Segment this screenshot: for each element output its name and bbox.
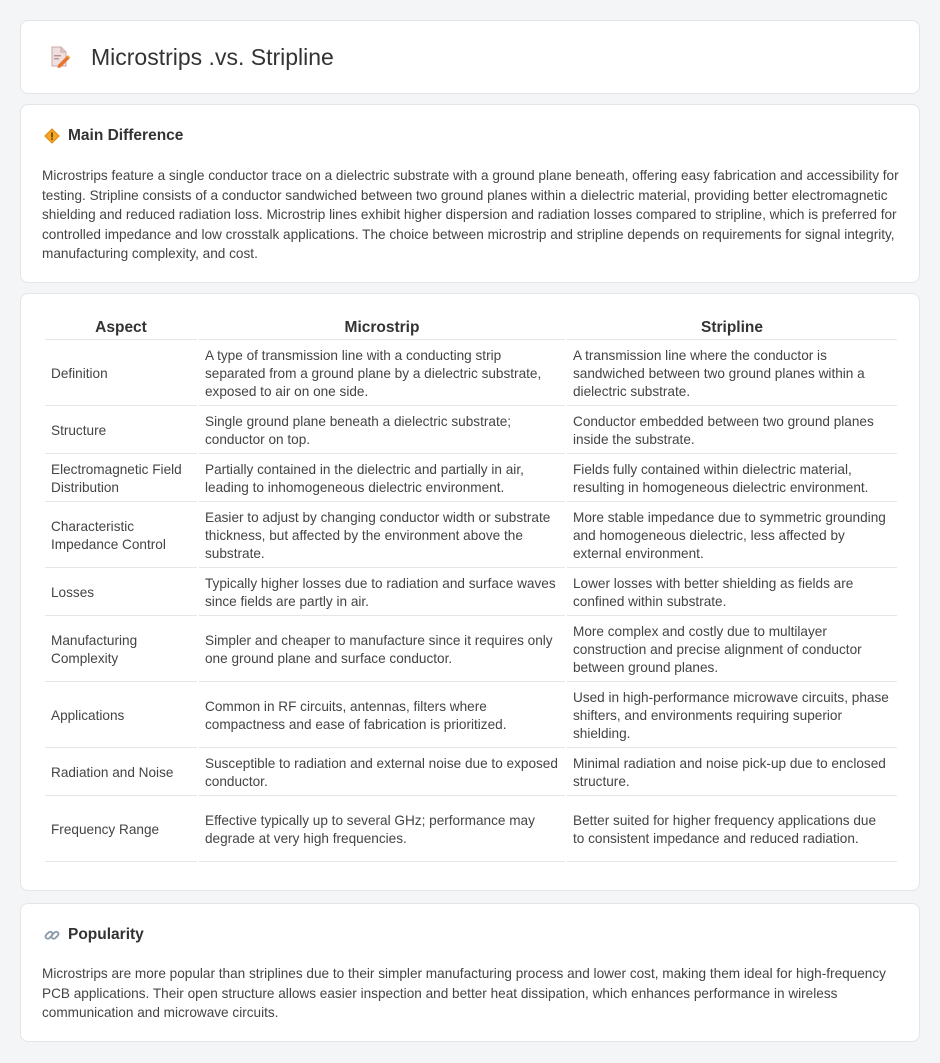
aspect-cell: Definition [45, 342, 197, 406]
microstrip-cell: Easier to adjust by changing conductor width or substrate thickness, but affected by the environment above the substrate. [199, 504, 565, 568]
aspect-cell: Frequency Range [45, 798, 197, 862]
aspect-cell: Losses [45, 570, 197, 616]
table-row [45, 684, 897, 748]
link-icon [43, 926, 61, 944]
main-difference-title: Main Difference [68, 127, 184, 144]
popularity-title: Popularity [68, 926, 144, 943]
aspect-cell: Structure [45, 408, 197, 454]
header-stripline: Stripline [567, 316, 897, 340]
table-row [45, 456, 897, 502]
aspect-cell: Characteristic Impedance Control [45, 504, 197, 568]
header-aspect: Aspect [45, 316, 197, 340]
header-microstrip: Microstrip [199, 316, 565, 340]
popularity-card [20, 903, 920, 1042]
main-difference-text: Microstrips feature a single conductor trace on a dielectric substrate with a ground plane beneath, offering easy fabrication and accessibility for testing. Stripline consists of a conductor sandwiched between two ground planes within a dielectric material, providing better electromagnetic shielding and reduced radiation loss. Microstrip lines exhibit higher dispersion and radiation losses compared to stripline, which is preferred for controlled impedance and low crosstalk applications. The choice between microstrip and stripline depends on requirements for signal integrity, manufacturing complexity, and cost. [42, 168, 899, 261]
stripline-cell: More complex and costly due to multilayer construction and precise alignment of conductor between ground planes. [567, 618, 897, 682]
header-card [20, 20, 920, 94]
main-difference-heading [43, 127, 183, 145]
main-difference-card [20, 104, 920, 283]
table-row [45, 570, 897, 616]
table-row [45, 750, 897, 796]
document-edit-icon [47, 45, 71, 69]
aspect-cell: Radiation and Noise [45, 750, 197, 796]
page-title: Microstrips .vs. Stripline [91, 43, 334, 70]
table-row [45, 342, 897, 406]
microstrip-cell: Effective typically up to several GHz; performance may degrade at very high frequencies. [199, 798, 565, 862]
comparison-card [20, 293, 920, 891]
table-row [45, 618, 897, 682]
aspect-cell: Manufacturing Complexity [45, 618, 197, 682]
table-header-row [45, 316, 897, 340]
stripline-cell: A transmission line where the conductor is sandwiched between two ground planes within a dielectric substrate. [567, 342, 897, 406]
popularity-text: Microstrips are more popular than striplines due to their simpler manufacturing process and lower cost, making them ideal for high-frequency PCB applications. Their open structure allows easier inspection and better heat dissipation, which enhances performance in wireless communication and microwave circuits. [42, 966, 886, 1020]
microstrip-cell: Simpler and cheaper to manufacture since it requires only one ground plane and surface conductor. [199, 618, 565, 682]
aspect-cell: Applications [45, 684, 197, 748]
stripline-cell: Conductor embedded between two ground planes inside the substrate. [567, 408, 897, 454]
stripline-cell: More stable impedance due to symmetric grounding and homogeneous dielectric, less affected by external environment. [567, 504, 897, 568]
table-row [45, 504, 897, 568]
popularity-heading [43, 926, 144, 944]
microstrip-cell: Susceptible to radiation and external noise due to exposed conductor. [199, 750, 565, 796]
microstrip-cell: Common in RF circuits, antennas, filters where compactness and ease of fabrication is prioritized. [199, 684, 565, 748]
aspect-cell: Electromagnetic Field Distribution [45, 456, 197, 502]
microstrip-cell: A type of transmission line with a conducting strip separated from a ground plane by a dielectric substrate, exposed to air on one side. [199, 342, 565, 406]
table-row [45, 408, 897, 454]
stripline-cell: Lower losses with better shielding as fields are confined within substrate. [567, 570, 897, 616]
diamond-sign-icon [43, 127, 61, 145]
stripline-cell: Used in high-performance microwave circuits, phase shifters, and environments requiring superior shielding. [567, 684, 897, 748]
stripline-cell: Better suited for higher frequency applications due to consistent impedance and reduced radiation. [567, 798, 897, 862]
microstrip-cell: Single ground plane beneath a dielectric substrate; conductor on top. [199, 408, 565, 454]
microstrip-cell: Partially contained in the dielectric and partially in air, leading to inhomogeneous dielectric environment. [199, 456, 565, 502]
table-row [45, 798, 897, 862]
stripline-cell: Minimal radiation and noise pick-up due to enclosed structure. [567, 750, 897, 796]
microstrip-cell: Typically higher losses due to radiation and surface waves since fields are partly in air. [199, 570, 565, 616]
stripline-cell: Fields fully contained within dielectric material, resulting in homogeneous dielectric environment. [567, 456, 897, 502]
comparison-table [43, 314, 899, 864]
